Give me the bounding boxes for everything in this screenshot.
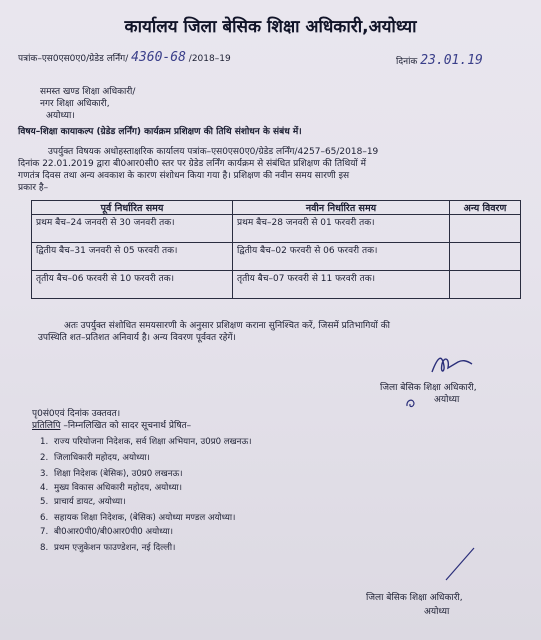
signatory-place-2: अयोध्या: [424, 607, 450, 617]
table-header-row: [32, 201, 521, 215]
schedule-table: [31, 200, 521, 299]
table-row: [32, 215, 521, 243]
signatory-place-1: अयोध्या: [434, 395, 460, 405]
body-line-3: गणतंत्र दिवस तथा अन्य अवकाश के कारण संशोधन किया गया है। प्रशिक्षण की नवीन समय सारणी इस: [18, 171, 350, 181]
recipient-1: समस्त खण्ड शिक्षा अधिकारी/: [40, 87, 136, 97]
column-header-other: अन्य विवरण: [450, 201, 521, 215]
reference-suffix: /2018–19: [188, 54, 231, 64]
table-cell: [450, 271, 521, 299]
table-cell: द्वितीय बैच–02 फरवरी से 06 फरवरी तक।: [233, 243, 450, 271]
table-cell: [450, 243, 521, 271]
column-header-new: नवीन निर्धारित समय: [233, 201, 450, 215]
list-number: 1.: [40, 437, 49, 447]
list-text: राज्य परियोजना निदेशक, सर्व शिक्षा अभियान, उ0प्र0 लखनऊ।: [54, 437, 252, 447]
list-item: [40, 525, 173, 537]
list-text: शिक्षा निदेशक (बेसिक), उ0प्र0 लखनऊ।: [54, 469, 183, 479]
list-number: 2.: [40, 453, 49, 463]
table-cell: प्रथम बैच–28 जनवरी से 01 फरवरी तक।: [233, 215, 450, 243]
table-cell: प्रथम बैच–24 जनवरी से 30 जनवरी तक।: [32, 215, 233, 243]
list-item: [40, 451, 150, 463]
closing-line-2: उपस्थिति शत–प्रतिशत अनिवार्य है। अन्य विवरण पूर्ववत रहेगें।: [38, 333, 236, 343]
body-line-1: उपर्युक्त विषयक अधोहस्ताक्षरिक कार्यालय पत्रांक–एस0एस0ए0/ग्रेडेड लर्निंग/4257–65/2018–19: [48, 147, 379, 157]
date-label: दिनांक: [396, 57, 418, 67]
list-number: 5.: [40, 497, 49, 507]
list-text: बी0आर0पी0/बी0आर0पी0 अयोध्या।: [54, 527, 173, 537]
office-heading: कार्यालय जिला बेसिक शिक्षा अधिकारी,अयोध्या: [124, 17, 417, 37]
copy-ref-line: पृ0सं0एवं दिनांक उक्तवत।: [32, 409, 121, 419]
signatory-title-1: जिला बेसिक शिक्षा अधिकारी,: [380, 383, 477, 393]
initial-mark: [404, 396, 420, 410]
signatory-title-2: जिला बेसिक शिक्षा अधिकारी,: [366, 593, 463, 603]
closing-line-1: अतः उपर्युक्त संशोधित समयसारणी के अनुसार प्रशिक्षण कराना सुनिश्चित करें, जिसमें प्रतिभागियों की: [64, 321, 390, 331]
signature-image-1: [428, 352, 476, 378]
table-row: [32, 271, 521, 299]
list-item: [40, 511, 235, 523]
table-row: [32, 243, 521, 271]
list-item: [40, 481, 182, 493]
list-item: [40, 435, 251, 447]
copy-label: प्रतिलिपि: [32, 421, 61, 431]
reference-number-handwritten: 4360-68: [131, 50, 186, 65]
list-text: प्रथम एजुकेशन फाउण्डेशन, नई दिल्ली।: [54, 543, 176, 553]
reference-line: [18, 50, 231, 65]
column-header-old: पूर्व निर्धारित समय: [32, 201, 233, 215]
list-number: 3.: [40, 469, 49, 479]
list-item: [40, 467, 183, 479]
list-text: सहायक शिक्षा निदेशक, (बेसिक) अयोध्या मण्डल अयोध्या।: [54, 513, 236, 523]
list-number: 8.: [40, 543, 49, 553]
list-item: [40, 495, 126, 507]
reference-prefix: पत्रांक–एस0एस0ए0/ग्रेडेड लर्निंग/: [18, 54, 129, 64]
table-cell: तृतीय बैच–06 फरवरी से 10 फरवरी तक।: [32, 271, 233, 299]
body-line-4: प्रकार है–: [18, 183, 49, 193]
recipient-3: अयोध्या।: [46, 111, 75, 121]
date-value-handwritten: 23.01.19: [420, 53, 483, 68]
signature-image-2: [440, 544, 480, 584]
list-number: 4.: [40, 483, 49, 493]
list-text: जिलाधिकारी महोदय, अयोध्या।: [54, 453, 150, 463]
body-line-2: दिनांक 22.01.2019 द्वारा बी0आर0सी0 स्तर पर ग्रेडेड लर्निंग कार्यक्रम से संबंधित प्रशिक्षण की तिथियों में: [18, 159, 367, 169]
list-text: प्राचार्य डायट, अयोध्या।: [54, 497, 126, 507]
copy-intro: –निम्नलिखित को सादर सूचनार्थ प्रेषित–: [63, 421, 192, 431]
table-cell: [450, 215, 521, 243]
date-line: [396, 53, 483, 68]
list-item: [40, 541, 175, 553]
table-cell: तृतीय बैच–07 फरवरी से 11 फरवरी तक।: [233, 271, 450, 299]
copy-intro-line: [32, 418, 191, 431]
list-number: 6.: [40, 513, 49, 523]
table-cell: द्वितीय बैच–31 जनवरी से 05 फरवरी तक।: [32, 243, 233, 271]
recipient-2: नगर शिक्षा अधिकारी,: [40, 99, 110, 109]
list-number: 7.: [40, 527, 49, 537]
subject-line: विषय–शिक्षा कायाकल्प (ग्रेडेड लर्निंग) कार्यक्रम प्रशिक्षण की तिथि संशोधन के संबंध में।: [18, 127, 302, 137]
list-text: मुख्य विकास अधिकारी महोदय, अयोध्या।: [54, 483, 183, 493]
